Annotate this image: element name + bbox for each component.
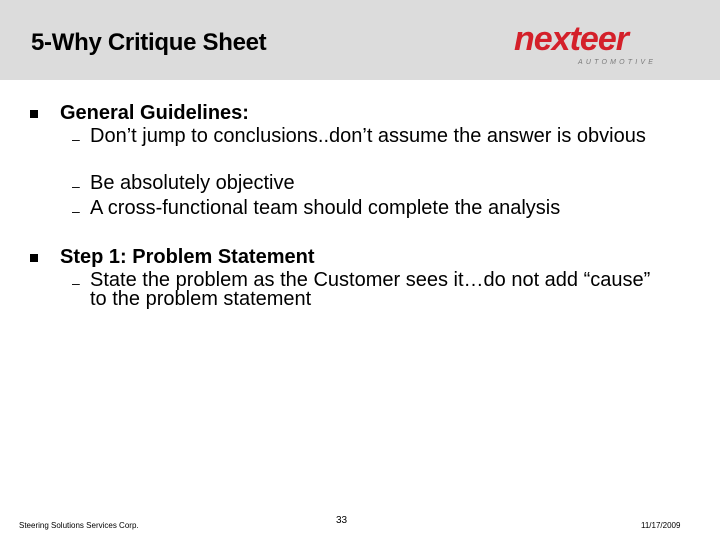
logo-wordmark: nexteer [514,20,628,58]
dash-icon: – [72,275,80,291]
guideline-item: A cross-functional team should complete the analysis [90,197,561,219]
bullet-square-icon [30,254,38,262]
nexteer-logo-graphic [512,20,692,72]
logo-subtext: AUTOMOTIVE [578,59,657,66]
problem-statement-item: State the problem as the Customer sees it…do not add “cause” to the problem statement [90,269,651,310]
dash-icon: – [72,131,80,147]
slide-title: 5-Why Critique Sheet [31,29,267,56]
guideline-item: Don’t jump to conclusions..don’t assume the answer is obvious [90,125,646,147]
footer-page-number: 33 [336,515,348,526]
section-heading-problem-statement: Step 1: Problem Statement [60,246,315,268]
dash-icon: – [72,203,80,219]
guideline-item: Be absolutely objective [90,172,295,194]
footer-date: 11/17/2009 [641,521,681,530]
nexteer-logo [512,20,692,72]
dash-icon: – [72,178,80,194]
bullet-square-icon [30,110,38,118]
section-heading-guidelines: General Guidelines: [60,102,249,124]
footer-company: Steering Solutions Services Corp. [19,521,139,530]
